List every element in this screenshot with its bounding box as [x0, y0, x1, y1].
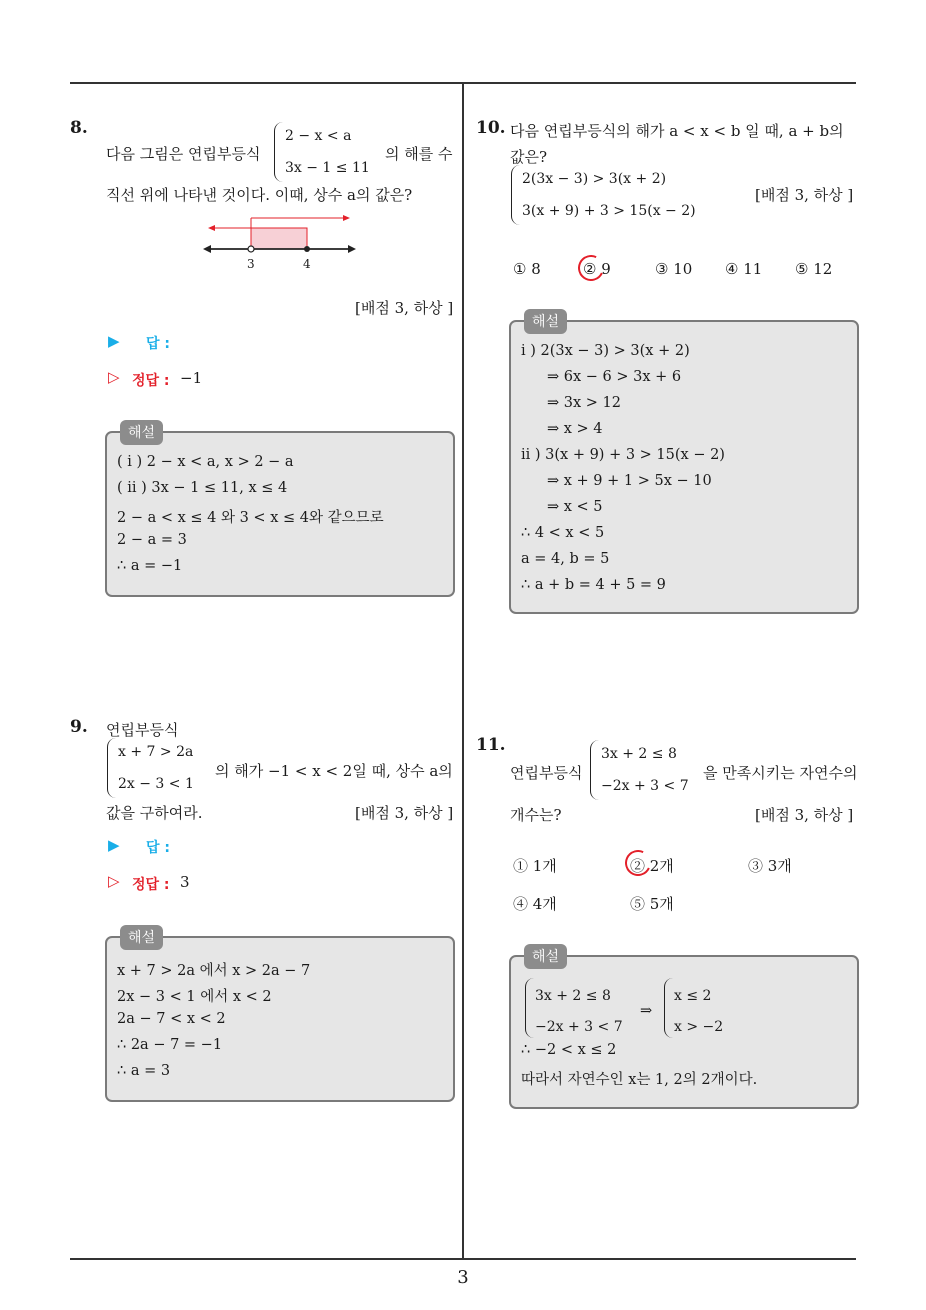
- system-brace: [590, 740, 599, 800]
- correct-arrow-icon: ▷: [108, 368, 120, 386]
- left-ray-arrowhead: [208, 225, 215, 231]
- explanation-line: x + 7 > 2a 에서 x > 2a − 7: [117, 963, 311, 979]
- closed-point-4: [304, 246, 310, 252]
- correct-label: 정답 :: [132, 373, 170, 389]
- inequality-1: 2 − x < a: [285, 128, 352, 144]
- question-text: 다음 연립부등식의 해가 a < x < b 일 때, a + b의: [510, 122, 844, 140]
- explanation-tab: 해설: [120, 420, 163, 445]
- axis-left-arrow: [203, 245, 211, 253]
- question-text-line2: 값은?: [510, 148, 548, 166]
- open-point-3: [248, 246, 254, 252]
- explanation-line: 2x − 3 < 1 에서 x < 2: [117, 989, 272, 1005]
- question-number: 11.: [476, 735, 506, 755]
- selected-circle-mark: [574, 251, 607, 284]
- explanation-line: ∴ 4 < x < 5: [521, 525, 605, 541]
- explanation-brace-right: [664, 978, 673, 1038]
- explanation-line: ii ) 3(x + 9) + 3 > 15(x − 2): [521, 447, 725, 463]
- choice-2[interactable]: ② 2개: [630, 857, 674, 875]
- explanation-tab: 해설: [524, 309, 567, 334]
- page-number: 3: [457, 1267, 469, 1288]
- correct-arrow-icon: ▷: [108, 872, 120, 890]
- explanation-line: ∴ −2 < x ≤ 2: [521, 1042, 617, 1058]
- explanation-line: ( ii ) 3x − 1 ≤ 11, x ≤ 4: [117, 480, 288, 496]
- choice-4[interactable]: ④ 11: [725, 260, 763, 278]
- choice-1[interactable]: ① 1개: [513, 857, 557, 875]
- question-text-line3: 값을 구하여라.: [106, 804, 203, 822]
- question-text: 연립부등식: [510, 764, 583, 782]
- choice-1[interactable]: ① 8: [513, 260, 541, 278]
- system-brace: [107, 738, 116, 798]
- question-title: 연립부등식: [106, 721, 179, 739]
- explanation-line: ⇒ 3x > 12: [547, 395, 621, 411]
- inequality-2: 3(x + 9) + 3 > 15(x − 2): [522, 203, 696, 219]
- correct-value: −1: [180, 369, 203, 387]
- answer-label: 답 :: [146, 336, 170, 352]
- explanation-brace-left: [525, 978, 534, 1038]
- inequality-2: 2x − 3 < 1: [118, 776, 194, 792]
- explanation-line: ∴ a = −1: [117, 558, 183, 574]
- solution-shade: [251, 228, 307, 249]
- choice-2[interactable]: ② 9: [583, 260, 611, 278]
- explanation-line: a = 4, b = 5: [521, 551, 610, 567]
- question-text-cont: 의 해가 −1 < x < 2일 때, 상수 a의: [215, 762, 453, 780]
- rubric: [배점 3, 하상 ]: [755, 186, 854, 204]
- rubric: [배점 3, 하상 ]: [355, 804, 454, 822]
- explanation-sys-right-2: x > −2: [674, 1019, 724, 1035]
- explanation-line: 2 − a < x ≤ 4 와 3 < x ≤ 4와 같으므로: [117, 510, 384, 526]
- explanation-box: [509, 320, 859, 614]
- question-text-cont: 을 만족시키는 자연수의: [703, 764, 858, 782]
- explanation-line: ⇒ x > 4: [547, 421, 603, 437]
- answer-arrow-icon: ▶: [108, 332, 120, 350]
- explanation-line: ∴ a = 3: [117, 1063, 171, 1079]
- tick-label-4: 4: [303, 257, 311, 271]
- implies-arrow: ⇒: [640, 1003, 653, 1019]
- tick-label-3: 3: [247, 257, 255, 271]
- explanation-line: i ) 2(3x − 3) > 3(x + 2): [521, 343, 690, 359]
- explanation-tab: 해설: [524, 944, 567, 969]
- explanation-line: ⇒ x < 5: [547, 499, 603, 515]
- question-text: 다음 그림은 연립부등식: [106, 145, 261, 163]
- question-number: 10.: [476, 118, 506, 138]
- answer-label: 답 :: [146, 840, 170, 856]
- inequality-1: 2(3x − 3) > 3(x + 2): [522, 171, 667, 187]
- question-text-cont: 의 해를 수: [385, 145, 453, 163]
- column-divider: [462, 84, 464, 1259]
- system-brace: [274, 122, 283, 182]
- explanation-tab: 해설: [120, 925, 163, 950]
- choice-5[interactable]: ⑤ 5개: [630, 895, 674, 913]
- explanation-line: 따라서 자연수인 x는 1, 2의 2개이다.: [521, 1072, 758, 1088]
- explanation-sys-left-1: 3x + 2 ≤ 8: [535, 988, 611, 1004]
- explanation-line: ⇒ x + 9 + 1 > 5x − 10: [547, 473, 712, 489]
- rubric: [배점 3, 하상 ]: [755, 806, 854, 824]
- question-number: 9.: [70, 717, 88, 737]
- question-number: 8.: [70, 118, 88, 138]
- correct-label: 정답 :: [132, 877, 170, 893]
- rubric: [배점 3, 하상 ]: [355, 299, 454, 317]
- answer-arrow-icon: ▶: [108, 836, 120, 854]
- inequality-1: 3x + 2 ≤ 8: [601, 746, 677, 762]
- explanation-sys-left-2: −2x + 3 < 7: [535, 1019, 623, 1035]
- right-ray-arrowhead: [343, 215, 350, 221]
- explanation-line: ( i ) 2 − x < a, x > 2 − a: [117, 454, 294, 470]
- choice-3[interactable]: ③ 10: [655, 260, 693, 278]
- inequality-2: −2x + 3 < 7: [601, 778, 689, 794]
- explanation-line: 2 − a = 3: [117, 532, 187, 548]
- axis-right-arrow: [348, 245, 356, 253]
- question-text-line2: 개수는?: [510, 806, 562, 824]
- choice-4[interactable]: ④ 4개: [513, 895, 557, 913]
- choice-5[interactable]: ⑤ 12: [795, 260, 833, 278]
- explanation-line: 2a − 7 < x < 2: [117, 1011, 226, 1027]
- number-line-figure: [200, 210, 360, 272]
- explanation-line: ⇒ 6x − 6 > 3x + 6: [547, 369, 682, 385]
- inequality-2: 3x − 1 ≤ 11: [285, 160, 370, 176]
- inequality-1: x + 7 > 2a: [118, 744, 194, 760]
- explanation-line: ∴ a + b = 4 + 5 = 9: [521, 577, 666, 593]
- question-text-line2: 직선 위에 나타낸 것이다. 이때, 상수 a의 값은?: [106, 186, 413, 204]
- system-brace: [511, 165, 520, 225]
- correct-value: 3: [180, 873, 190, 891]
- explanation-sys-right-1: x ≤ 2: [674, 988, 712, 1004]
- choice-3[interactable]: ③ 3개: [748, 857, 792, 875]
- explanation-line: ∴ 2a − 7 = −1: [117, 1037, 223, 1053]
